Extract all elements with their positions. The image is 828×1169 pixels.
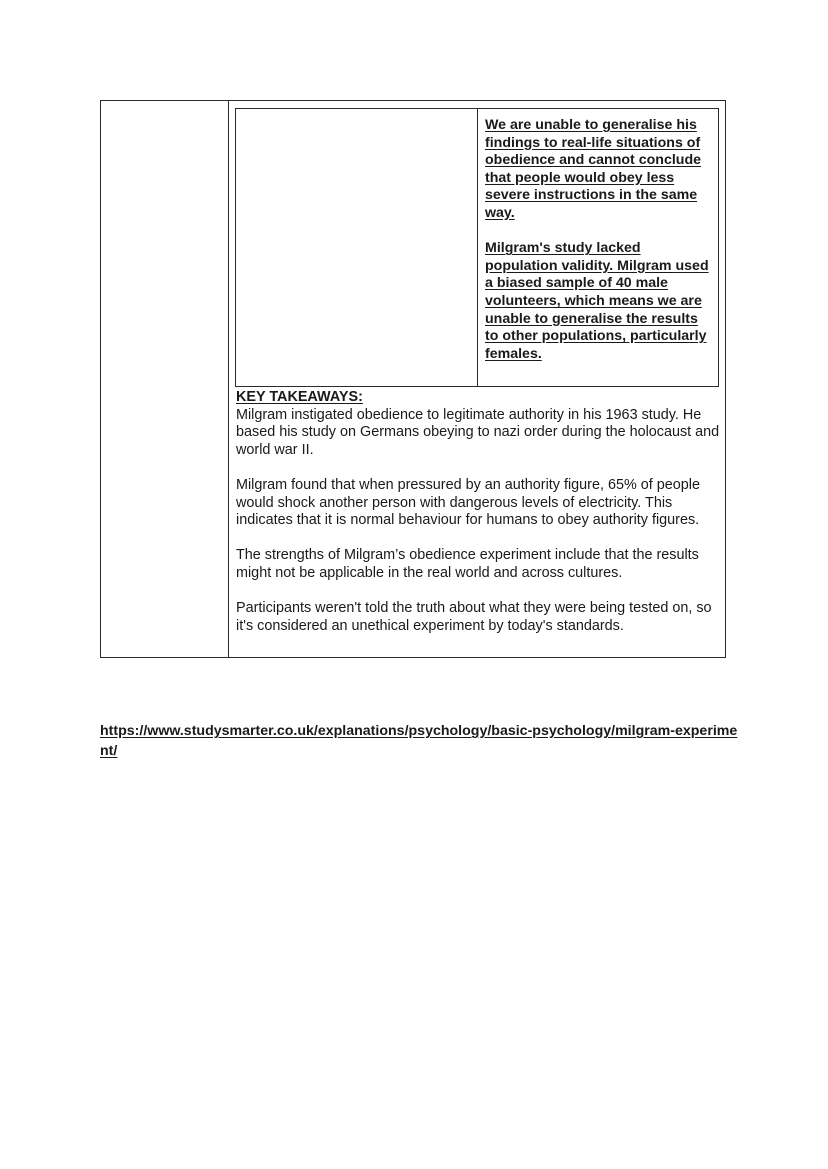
takeaway-paragraph: The strengths of Milgram’s obedience experiment include that the results might not be applicable in the real world and across cultures. bbox=[236, 547, 699, 581]
key-takeaways-section bbox=[236, 389, 726, 635]
evaluation-table bbox=[235, 108, 719, 387]
key-takeaways-heading: KEY TAKEAWAYS: bbox=[236, 389, 363, 405]
source-link[interactable]: https://www.studysmarter.co.uk/explanations/psychology/basic-psychology/milgram-experiment/ bbox=[100, 723, 738, 759]
takeaway-paragraph: Milgram instigated obedience to legitimate authority in his 1963 study. He based his study on Germans obeying to nazi order during the holocaust and world war II. bbox=[236, 406, 720, 458]
notes-table bbox=[100, 100, 726, 658]
column-divider bbox=[228, 101, 229, 657]
takeaway-paragraph: Participants weren't told the truth about what they were being tested on, so it's considered an unethical experiment by today's standards. bbox=[236, 600, 712, 634]
takeaway-paragraph: Milgram found that when pressured by an authority figure, 65% of people would shock another person with dangerous levels of electricity. This indicates that it is normal behaviour for humans to obey authority figures. bbox=[236, 476, 700, 529]
inner-column-divider bbox=[477, 109, 478, 386]
weakness-population-validity: Milgram's study lacked population validity. Milgram used a biased sample of 40 male volunteers, which means we are unable to generalise the results to other populations, particularly females. bbox=[485, 240, 709, 362]
weakness-generalisation: We are unable to generalise his findings to real-life situations of obedience and cannot conclude that people would obey less severe instructions in the same way. bbox=[485, 117, 701, 221]
weaknesses-cell bbox=[485, 117, 715, 363]
